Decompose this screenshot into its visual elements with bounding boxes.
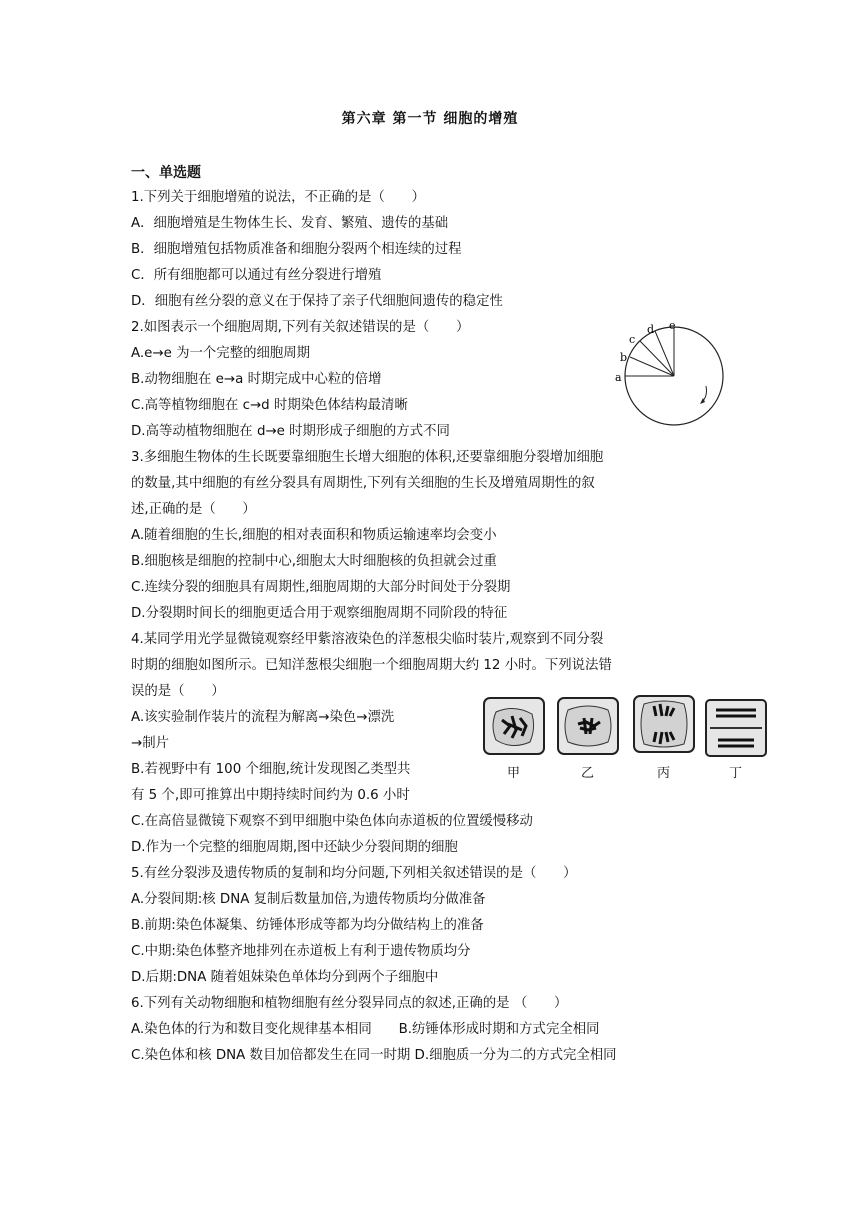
q4-option-c: C.在高倍显微镜下观察不到甲细胞中染色体向赤道板的位置缓慢移动 [131, 814, 533, 829]
q2-option-a: A.e→e 为一个完整的细胞周期 [131, 346, 311, 361]
question-5: 5.有丝分裂涉及遗传物质的复制和均分问题,下列相关叙述错误的是（ ） [131, 866, 577, 881]
q4-option-b-line-1: B.若视野中有 100 个细胞,统计发现图乙类型共 [131, 762, 411, 777]
question-2: 2.如图表示一个细胞周期,下列有关叙述错误的是（ ） [131, 320, 470, 335]
q6-options-cd: C.染色体和核 DNA 数目加倍都发生在同一时期 D.细胞质一分为二的方式完全相同 [131, 1048, 617, 1063]
q3-option-b: B.细胞核是细胞的控制中心,细胞太大时细胞核的负担就会过重 [131, 554, 497, 569]
q1-option-b: B．细胞增殖包括物质准备和细胞分裂两个相连续的过程 [131, 242, 462, 257]
q2-option-d: D.高等动植物细胞在 d→e 时期形成子细胞的方式不同 [131, 424, 450, 439]
label-d: d [647, 323, 655, 336]
q3-option-c: C.连续分裂的细胞具有周期性,细胞周期的大部分时间处于分裂期 [131, 580, 511, 595]
q3-option-d: D.分裂期时间长的细胞更适合用于观察细胞周期不同阶段的特征 [131, 606, 508, 621]
question-4-line-3: 误的是（ ） [131, 684, 225, 699]
q1-option-a: A．细胞增殖是生物体生长、发育、繁殖、遗传的基础 [131, 216, 449, 231]
cell-cycle-figure [610, 318, 740, 430]
q6-options-ab: A.染色体的行为和数目变化规律基本相同 B.纺锤体形成时期和方式完全相同 [131, 1022, 600, 1037]
q4-option-a-line-2: →制片 [131, 736, 170, 751]
page-title: 第六章 第一节 细胞的增殖 [341, 111, 519, 127]
cycle-line-c [640, 341, 674, 376]
cell-image-jia [482, 696, 546, 756]
q2-option-b: B.动物细胞在 e→a 时期完成中心粒的倍增 [131, 372, 382, 387]
label-b: b [620, 351, 628, 364]
q5-option-b: B.前期:染色体凝集、纺锤体形成等都为均分做结构上的准备 [131, 918, 484, 933]
q5-option-c: C.中期:染色体整齐地排列在赤道板上有利于遗传物质均分 [131, 944, 471, 959]
question-1: 1.下列关于细胞增殖的说法，不正确的是（ ） [131, 190, 425, 205]
q1-option-c: C．所有细胞都可以通过有丝分裂进行增殖 [131, 268, 382, 283]
question-4-line-1: 4.某同学用光学显微镜观察经甲紫溶液染色的洋葱根尖临时装片,观察到不同分裂 [131, 632, 604, 647]
q5-option-a: A.分裂间期:核 DNA 复制后数量加倍,为遗传物质均分做准备 [131, 892, 486, 907]
q3-option-a: A.随着细胞的生长,细胞的相对表面积和物质运输速率均会变小 [131, 528, 497, 543]
label-a: a [615, 371, 622, 384]
label-ding: 丁 [729, 766, 743, 781]
label-jia: 甲 [507, 766, 521, 781]
q2-option-c: C.高等植物细胞在 c→d 时期染色体结构最清晰 [131, 398, 408, 413]
question-3-line-3: 述,正确的是（ ） [131, 502, 256, 517]
question-4-line-2: 时期的细胞如图所示。已知洋葱根尖细胞一个细胞周期大约 12 小时。下列说法错 [131, 658, 612, 673]
q1-option-d: D．细胞有丝分裂的意义在于保持了亲子代细胞间遗传的稳定性 [131, 294, 503, 309]
q4-option-a-line-1: A.该实验制作装片的流程为解离→染色→漂洗 [131, 710, 395, 725]
label-bing: 丙 [657, 766, 671, 781]
q4-option-d: D.作为一个完整的细胞周期,图中还缺少分裂间期的细胞 [131, 840, 458, 855]
q5-option-d: D.后期:DNA 随着姐妹染色单体均分到两个子细胞中 [131, 970, 439, 985]
cell-image-bing [632, 694, 696, 754]
question-3-line-1: 3.多细胞生物体的生长既要靠细胞生长增大细胞的体积,还要靠细胞分裂增加细胞 [131, 450, 604, 465]
label-e: e [669, 319, 676, 332]
q4-option-b-line-2: 有 5 个,即可推算出中期持续时间约为 0.6 小时 [131, 788, 410, 803]
section-heading: 一、单选题 [131, 165, 201, 181]
question-3-line-2: 的数量,其中细胞的有丝分裂具有周期性,下列有关细胞的生长及增殖周期性的叙 [131, 476, 595, 491]
label-yi: 乙 [581, 766, 595, 781]
question-6: 6.下列有关动物细胞和植物细胞有丝分裂异同点的叙述,正确的是 （ ） [131, 996, 568, 1011]
label-c: c [629, 333, 636, 346]
cell-image-ding [704, 698, 768, 758]
cell-image-yi [556, 696, 620, 756]
